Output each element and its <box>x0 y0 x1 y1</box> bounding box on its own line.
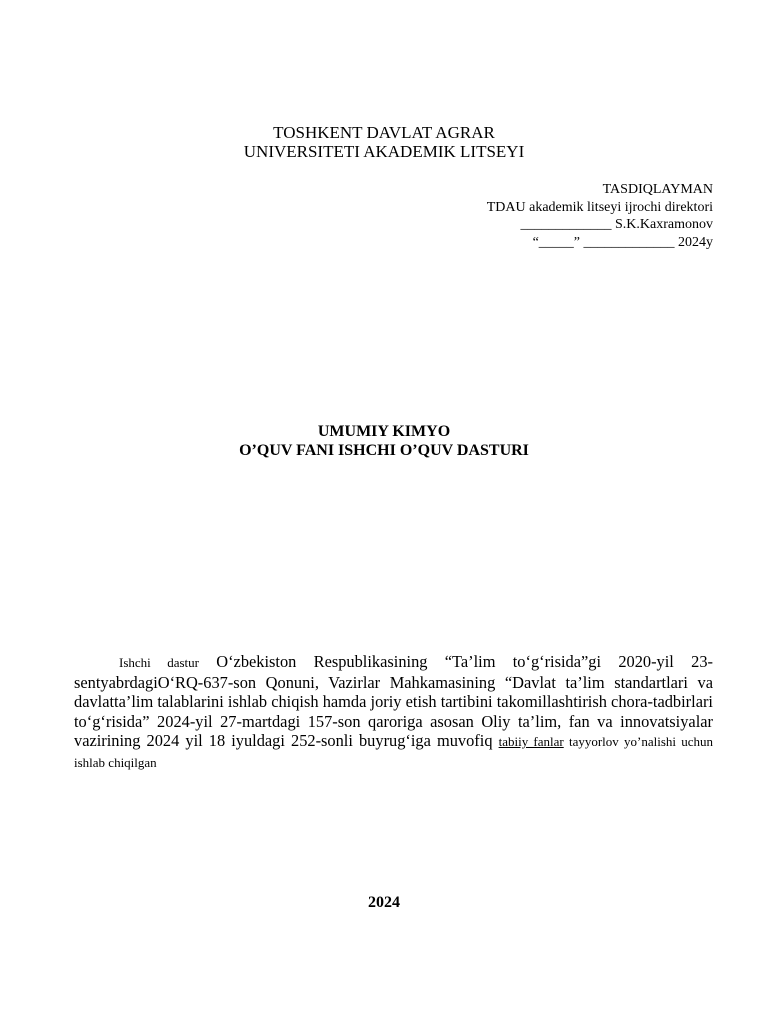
document-title <box>0 422 768 460</box>
intro-paragraph <box>74 652 713 772</box>
approval-heading: TASDIQLAYMAN <box>602 182 713 197</box>
intro-tail: tayyorlov yo’nalishi uchun ishlab chiqilgan <box>74 734 713 770</box>
date-line: “_____” _____________ 2024y <box>532 234 713 250</box>
field-name: tabiiy fanlar <box>498 734 564 750</box>
signature-line: _____________ S.K.Kaxramonov <box>520 217 713 232</box>
institution-header <box>0 123 768 161</box>
institution-name-line2: UNIVERSITETI AKADEMIK LITSEYI <box>243 142 525 161</box>
approval-block <box>313 181 713 251</box>
institution-name-line1: TOSHKENT DAVLAT AGRAR <box>273 123 495 142</box>
program-title: O’QUV FANI ISHCHI O’QUV DASTURI <box>239 442 529 459</box>
subject-title: UMUMIY KIMYO <box>317 423 451 440</box>
document-year: 2024 <box>368 894 400 911</box>
intro-body: O‘zbekiston Respublikasining “Ta’lim to‘g‘risida”gi 2020-yil 23-sentyabrdagiO‘RQ-637-son Qonuni, Vazirlar Mahkamasining “Davlat ta’lim standartlari va davlatta’lim talablarini ishlab chiqish hamda joriy etish tartibini takomillashtirish chora-tadbirlari to‘g‘risida” 2024-yil 27-martdagi 157-son qaroriga asosan Oliy ta’lim, fan va innovatsiyalar vazirining 2024 yil 18 iyuldagi 252-sonli buyrug‘iga muvofiq <box>74 652 713 751</box>
approver-position: TDAU akademik litseyi ijrochi direktori <box>486 199 713 215</box>
intro-lead: Ishchi dastur <box>119 655 199 671</box>
